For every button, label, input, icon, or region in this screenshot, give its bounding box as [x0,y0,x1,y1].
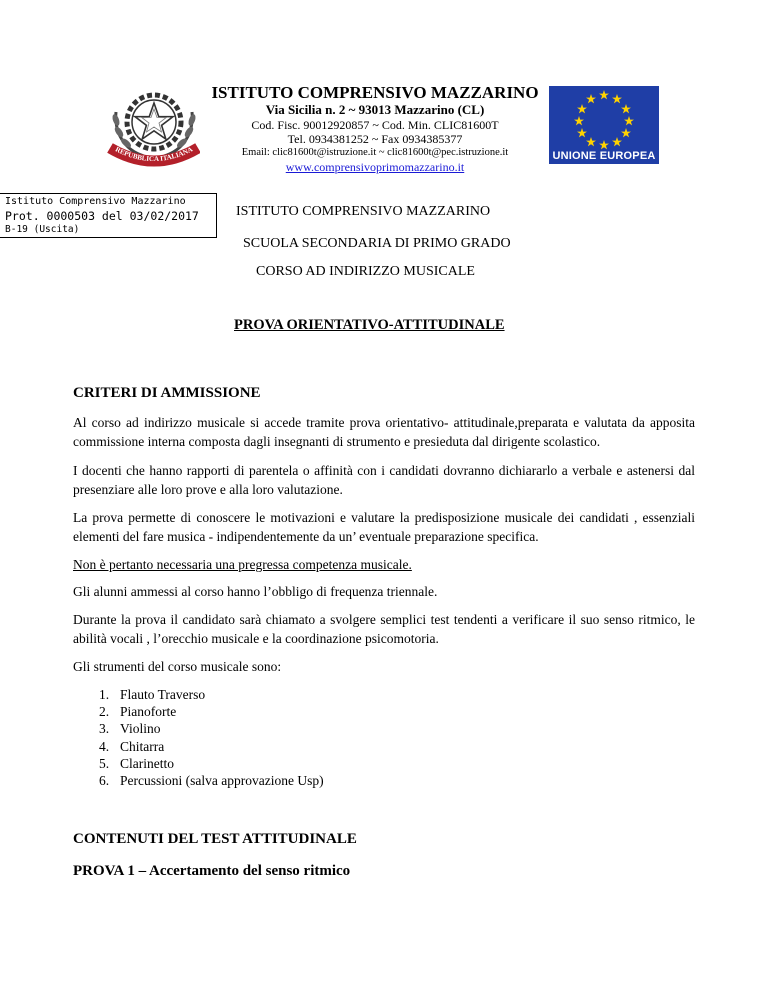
emblem-ribbon-text: REPUBBLICA ITALIANA [113,145,195,164]
protocol-stamp [0,193,217,238]
title-school-level: SCUOLA SECONDARIA DI PRIMO GRADO [243,236,511,251]
list-item: 2. Pianoforte [99,704,177,720]
header-codes: Cod. Fisc. 90012920857 ~ Cod. Min. CLIC81600T [251,118,499,132]
italian-republic-emblem-icon [104,82,200,174]
instruments-list [99,686,324,789]
title-test: PROVA ORIENTATIVO-ATTITUDINALE [234,317,505,333]
title-institute: ISTITUTO COMPRENSIVO MAZZARINO [236,204,491,219]
list-item: 4. Chitarra [99,738,165,754]
paragraph-purpose: La prova permette di conoscere le motivazioni e valutare la predisposizione musicale dei candidati , essenziali elementi del fare musica - indipendentemente da un’ eventuale preparazione specifica. [73,510,695,544]
stamp-line-protocol: Prot. 0000503 del 03/02/2017 [5,209,199,223]
list-item: 1. Flauto Traverso [99,687,206,702]
prova1-heading: PROVA 1 – Accertamento del senso ritmico [73,863,351,879]
stamp-line-institute: Istituto Comprensivo Mazzarino [5,196,186,207]
header-address: Via Sicilia n. 2 ~ 93013 Mazzarino (CL) [265,102,485,117]
paragraph-test-description: Durante la prova il candidato sarà chiamato a svolgere semplici test tendenti a verificare il suo senso ritmico, le abilità vocali , l’orecchio musicale e la coordinazione psicomotoria. [73,612,695,646]
list-item: 3. Violino [99,721,161,737]
paragraph-attendance: Gli alunni ammessi al corso hanno l’obbligo di frequenza triennale. [73,584,438,599]
paragraph-instruments-intro: Gli strumenti del corso musicale sono: [73,659,282,674]
eu-stars-icon [549,86,659,152]
header-phone: Tel. 0934381252 ~ Fax 0934385377 [287,132,463,146]
stamp-line-category: B-19 (Uscita) [5,224,80,235]
paragraph-teachers: I docenti che hanno rapporti di parentela o affinità con i candidati dovranno dichiararlo a verbale e astenersi dal presenziare alle loro prove e alla loro valutazione. [73,463,695,497]
header-email: Email: clic81600t@istruzione.it ~ clic81600t@pec.istruzione.it [241,147,509,158]
criteria-heading: CRITERI DI AMMISSIONE [73,385,261,401]
list-item: 6. Percussioni (salva approvazione Usp) [99,772,324,788]
paragraph-no-competence: Non è pertanto necessaria una pregressa competenza musicale. [73,557,412,572]
list-item: 5. Clarinetto [99,755,174,771]
paragraph-access: Al corso ad indirizzo musicale si accede tramite prova orientativo- attitudinale,preparata e valutata da apposita commissione interna composta dagli insegnanti di strumento e presieduta dal dirigente scolastico. [73,415,695,449]
header-school-name: ISTITUTO COMPRENSIVO MAZZARINO [211,83,539,102]
eu-label: UNIONE EUROPEA [552,150,656,162]
header-website-link[interactable]: www.comprensivoprimomazzarino.it [285,160,465,174]
contents-heading: CONTENUTI DEL TEST ATTITUDINALE [73,831,357,847]
title-course: CORSO AD INDIRIZZO MUSICALE [256,264,475,279]
